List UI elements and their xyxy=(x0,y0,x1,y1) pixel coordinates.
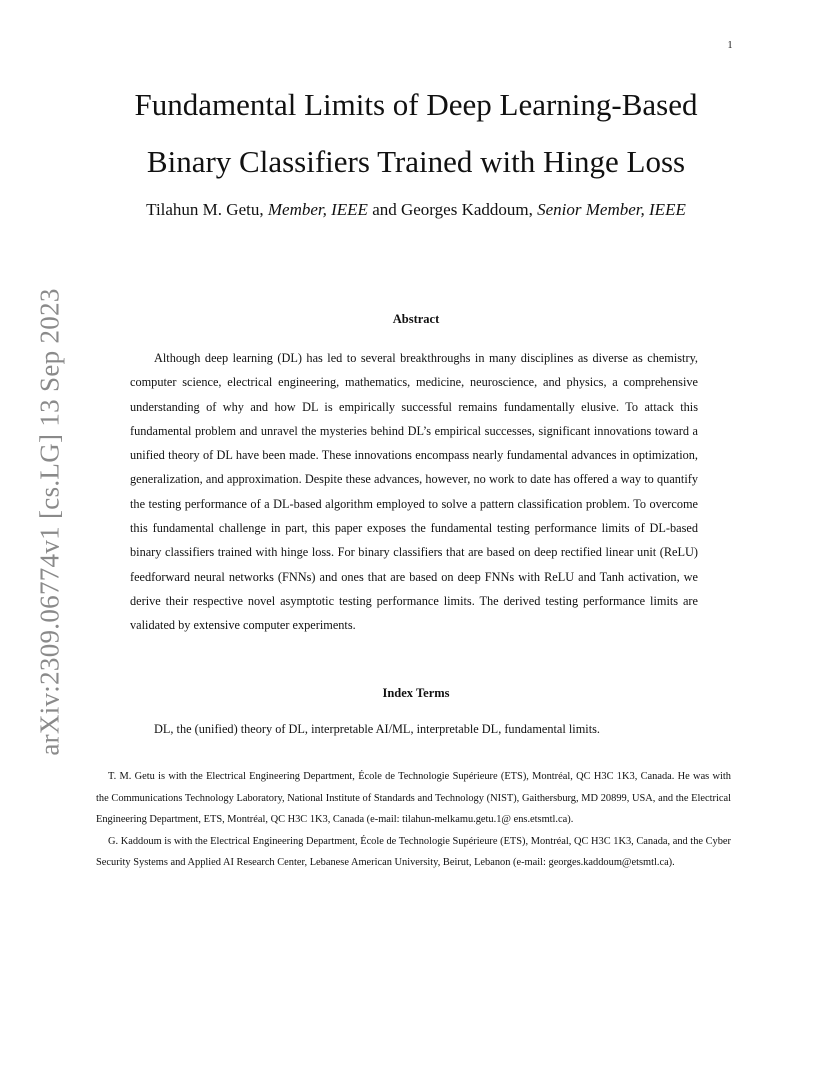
abstract-heading: Abstract xyxy=(392,312,440,326)
index-terms-heading: Index Terms xyxy=(382,686,450,700)
author-1-name: Tilahun M. Getu, xyxy=(146,200,268,219)
footnote-kaddoum: G. Kaddoum is with the Electrical Engineering Department, École de Technologie Supérieure (ETS), Montréal, QC H3C 1K3, Canada, and the Cyber Security Systems and Applied AI Research Center, Lebanese American University, Beirut, Lebanon (e-mail: georges.kaddoum@etsmtl.ca). xyxy=(96,835,731,869)
abstract-text: Although deep learning (DL) has led to several breakthroughs in many disciplines as diverse as chemistry, computer science, electrical engineering, mathematics, medicine, neuroscience, and physics, a comprehensive understanding of why and how DL is empirically successful remains fundamentally elusive. To attack this fundamental problem and unravel the mysteries behind DL’s empirical successes, significant innovations toward a unified theory of DL have been made. These innovations encompass nearly fundamental advances in optimization, generalization, and approximation. Despite these advances, however, no work to date has offered a way to quantify the testing performance of a DL-based algorithm employed to solve a pattern classification problem. To overcome this fundamental challenge in part, this paper exposes the fundamental testing performance limits of DL-based binary classifiers trained with hinge loss. For binary classifiers that are based on deep rectified linear unit (ReLU) feedforward neural networks (FNNs) and ones that are based on deep FNNs with ReLU and Tanh activation, we derive their respective novel asymptotic testing performance limits. The derived testing performance limits are validated by extensive computer experiments. xyxy=(130,351,698,633)
footnote-getu: T. M. Getu is with the Electrical Engineering Department, École de Technologie Supérieure (ETS), Montréal, QC H3C 1K3, Canada. He was with the Communications Technology Laboratory, National Institute of Standards and Technology (NIST), Gaithersburg, MD 20899, USA, and the Electrical Engineering Department, ETS, Montréal, QC H3C 1K3, Canada (e-mail: tilahun-melkamu.getu.1@ ens.etsmtl.ca). xyxy=(96,771,731,826)
author-line xyxy=(96,199,736,221)
page-number: 1 xyxy=(727,40,733,51)
index-terms-text: DL, the (unified) theory of DL, interpretable AI/ML, interpretable DL, fundamental limits. xyxy=(154,722,600,736)
author-1-role: Member, IEEE xyxy=(267,200,368,219)
author-2-role: Senior Member, IEEE xyxy=(537,200,686,219)
paper-title: Fundamental Limits of Deep Learning-Based Binary Classifiers Trained with Hinge Loss xyxy=(134,87,698,179)
author-footnotes xyxy=(96,766,731,874)
author-2-name: and Georges Kaddoum, xyxy=(367,200,538,219)
arxiv-identifier: arXiv:2309.06774v1 [cs.LG] 13 Sep 2023 xyxy=(34,288,65,756)
